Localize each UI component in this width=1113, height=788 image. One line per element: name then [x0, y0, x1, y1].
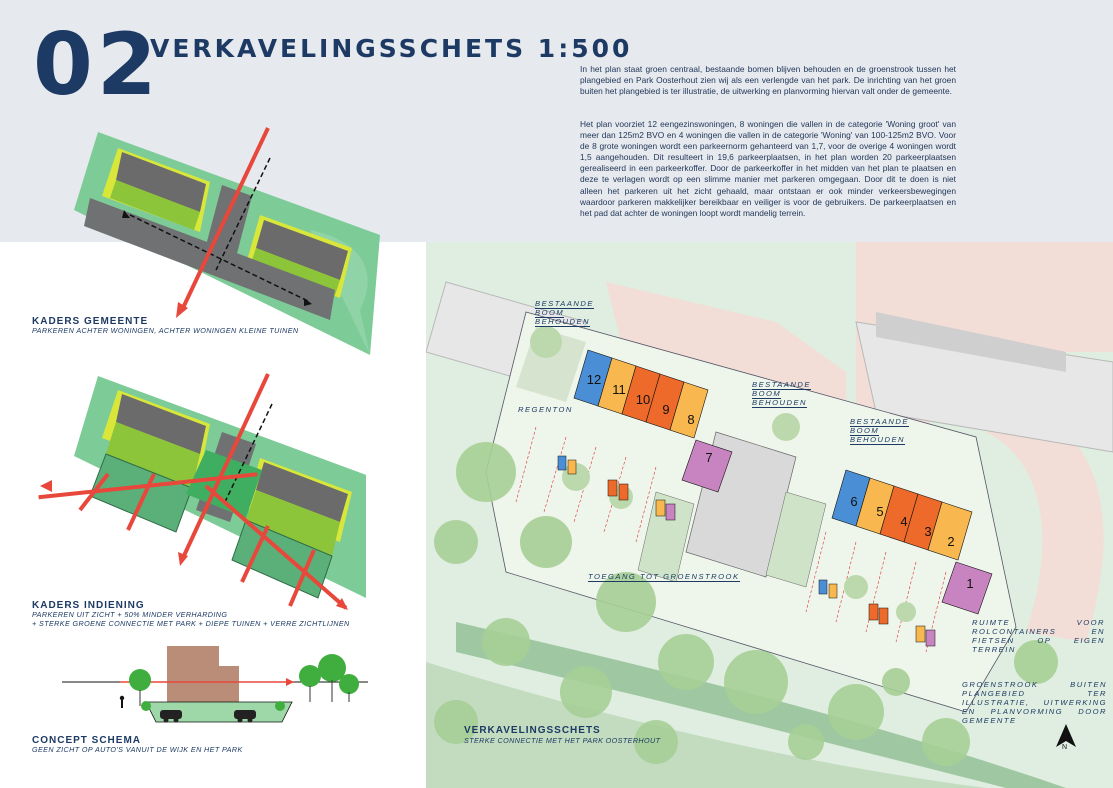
house-label: 11: [612, 382, 626, 397]
label-boom-1: BESTAANDE BOOM BEHOUDEN: [535, 299, 594, 326]
house-label: 12: [586, 372, 602, 387]
house-label: 5: [876, 504, 884, 519]
kaders-indiening-title: KADERS INDIENING: [32, 600, 145, 611]
label-regenton: REGENTON: [518, 405, 573, 414]
north-label: N: [1062, 744, 1068, 751]
house-label: 4: [900, 514, 908, 529]
label-toegang: TOEGANG TOT GROENSTROOK: [588, 572, 740, 581]
kaders-indiening-subtitle-1: PARKEREN UIT ZICHT + 50% MINDER VERHARDING: [32, 610, 228, 619]
label-boom-3: BESTAANDE BOOM BEHOUDEN: [850, 417, 909, 444]
plan-subtitle: STERKE CONNECTIE MET HET PARK OOSTERHOUT: [464, 736, 661, 745]
page-title: VERKAVELINGSSCHETS 1:500: [150, 34, 633, 63]
kaders-gemeente-title: KADERS GEMEENTE: [32, 316, 149, 327]
house-label: 9: [662, 402, 670, 417]
page-number: 02: [33, 15, 161, 115]
kaders-indiening-diagram: [36, 370, 366, 610]
parking-paragraph: Het plan voorziet 12 eengezinswoningen, 8 woningen die vallen in de categorie 'Woning groot' van meer dan 125m2 BVO en 4 woningen die vallen in de categorie 'Woning' van 100-125m2 BVO. Voor de 8 grote woningen wordt een parkeernorm gehanteerd van 1,7, voor de overige 4 woningen wordt 1,5 aangehouden. Dit resulteert in 19,6 parkeerplaatsen, in het plan worden 20 parkeerplaatsen gerealiseerd in een parkeerkoffer. Door de parkeerkoffer in het midden van het plan te plaatsen en deze te verlagen wordt op een slimme manier met parkeren omgegaan. Door dit te doen is niet alleen het parkeren uit het zicht gehaald, maar ontstaan er ook minder verkeersbewegingen waardoor parkeren makkelijker bereikbaar en veiliger is voor de gebruikers. De parkeerplaatsen en het pad dat achter de woningen loopt wordt mandelig terrein.: [580, 119, 956, 218]
kaders-gemeente-subtitle: PARKEREN ACHTER WONINGEN, ACHTER WONINGEN KLEINE TUINEN: [32, 326, 299, 335]
concept-schema-diagram: [60, 640, 370, 730]
house-label: 3: [924, 524, 932, 539]
kaders-indiening-subtitle-2: + STERKE GROENE CONNECTIE MET PARK + DIEPE TUINEN + VERRE ZICHTLIJNEN: [32, 618, 350, 628]
house-label: 6: [850, 494, 858, 509]
kaders-indiening-caption: [32, 600, 350, 628]
label-ruimte-rolcontainers: RUIMTE VOOR ROLCONTAINERS EN FIETSEN OP EIGEN TERREIN: [972, 618, 1105, 654]
house-label: 8: [687, 412, 695, 427]
plan-title: VERKAVELINGSSCHETS: [464, 725, 601, 736]
concept-schema-caption: [32, 735, 243, 755]
plan-caption: [464, 725, 660, 745]
intro-paragraph: In het plan staat groen centraal, bestaande bomen blijven behouden en de groenstrook tussen het plangebied en Park Oosterhout zien wij als een verlengde van het park. De inrichting van het groen buiten het plangebied is ter illustratie, de uitwerking en planvorming hiervan valt onder de gemeente.: [580, 64, 956, 97]
concept-schema-title: CONCEPT SCHEMA: [32, 735, 142, 746]
label-groenstrook: GROENSTROOK BUITEN PLANGEBIED TER ILLUSTRATIE, UITWERKING EN PLANVORMING DOOR GEMEENTE: [962, 680, 1107, 725]
house-label: 2: [947, 534, 955, 549]
house-label: 1: [966, 576, 974, 591]
house-label: 10: [635, 392, 651, 407]
concept-schema-subtitle: GEEN ZICHT OP AUTO'S VANUIT DE WIJK EN HET PARK: [32, 745, 243, 754]
house-label: 7: [705, 450, 713, 465]
kaders-gemeente-caption: [32, 316, 299, 336]
label-boom-2: BESTAANDE BOOM BEHOUDEN: [752, 380, 811, 407]
